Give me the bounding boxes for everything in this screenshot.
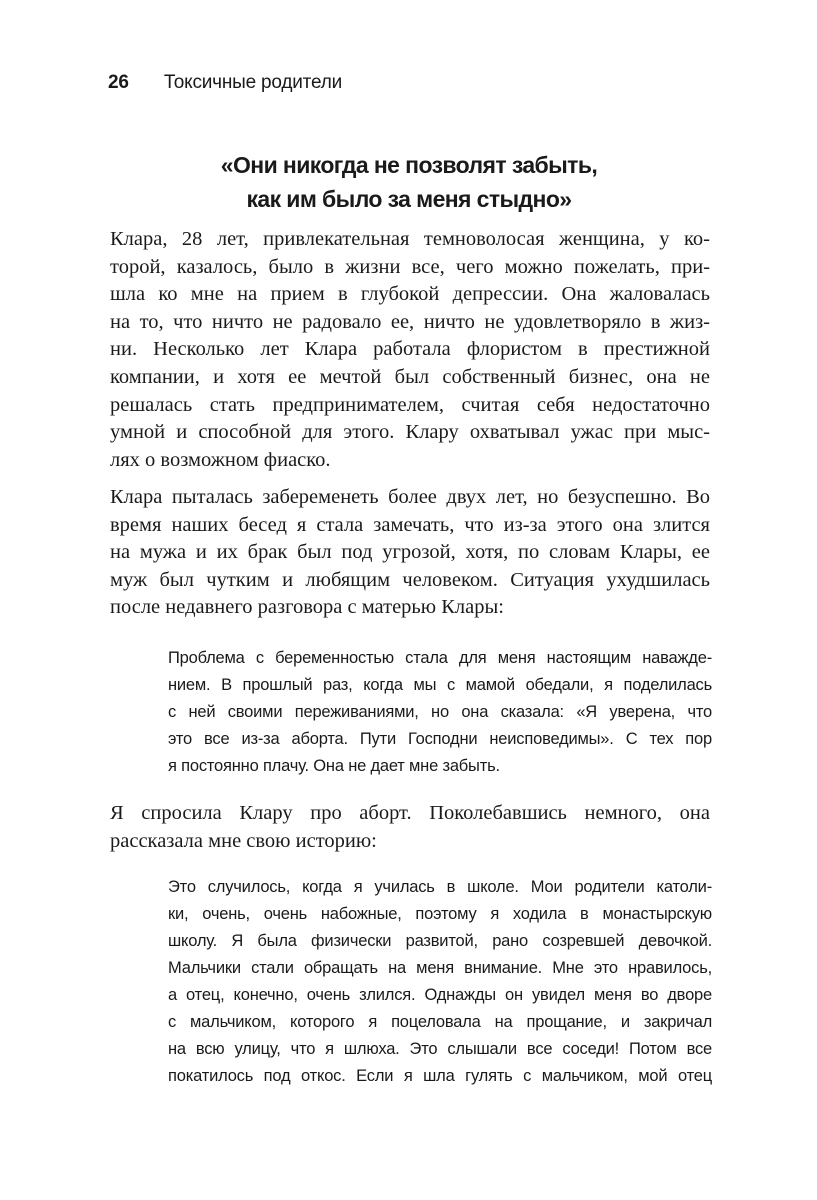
- quote-line: нием. В прошлый раз, когда мы с мамой обедали, я поделилась: [168, 676, 712, 694]
- text-line: лях о возможном фиаско.: [110, 448, 331, 471]
- quote-2: [168, 874, 712, 1090]
- quote-line: Это случилось, когда я училась в школе. Мои родители католи-: [168, 878, 712, 896]
- quote-line: а отец, конечно, очень злился. Однажды он увидел меня во дворе: [168, 986, 712, 1004]
- text-line: Я спросила Клару про аборт. Поколебавшись немного, она: [110, 802, 710, 824]
- quote-line: с ней своими переживаниями, но она сказала: «Я уверена, что: [168, 703, 712, 721]
- text-line: Клара пыталась забеременеть более двух лет, но безуспешно. Во: [110, 486, 710, 508]
- text-line: муж был чутким и любящим человеком. Ситуация ухудшилась: [110, 568, 710, 591]
- heading-line: «Они никогда не позволят забыть,: [220, 152, 598, 178]
- text-line: шла ко мне на прием в глубокой депрессии. Она жаловалась: [110, 283, 710, 306]
- quote-line: Мальчики стали обращать на меня внимание. Мне это нравилось,: [168, 959, 712, 977]
- quote-line: ки, очень, очень набожные, поэтому я ходила в монастырскую: [168, 905, 712, 923]
- quote-1: [168, 645, 712, 780]
- page-number: 26: [108, 72, 129, 93]
- section-heading: [110, 148, 708, 216]
- text-line: рассказала мне свою историю:: [110, 829, 377, 852]
- text-line: умной и способной для этого. Клару охватывал ужас при мыс-: [110, 421, 710, 444]
- text-line: торой, казалось, было в жизни все, чего можно пожелать, при-: [110, 255, 710, 278]
- text-line: компании, и хотя ее мечтой был собственный бизнес, она не: [110, 365, 710, 388]
- text-line: решалась стать предпринимателем, считая себя недостаточно: [110, 393, 710, 416]
- quote-line: я постоянно плачу. Она не дает мне забыть.: [168, 757, 500, 775]
- text-line: время наших бесед я стала замечать, что из-за этого она злится: [110, 513, 710, 536]
- text-line: после недавнего разговора с матерью Клары:: [110, 596, 504, 619]
- quote-line: Проблема с беременностью стала для меня настоящим наважде-: [168, 649, 712, 667]
- quote-line: школу. Я была физически развитой, рано созревшей девочкой.: [168, 932, 712, 950]
- quote-line: покатилось под откос. Если я шла гулять с мальчиком, мой отец: [168, 1067, 712, 1085]
- running-header: [108, 72, 342, 94]
- paragraph-3: [110, 800, 710, 855]
- running-title: Токсичные родители: [163, 72, 342, 93]
- text-line: на мужа и их брак был под угрозой, хотя, по словам Клары, ее: [110, 541, 710, 564]
- quote-line: это все из-за аборта. Пути Господни неисповедимы». С тех пор: [168, 730, 712, 748]
- quote-line: на всю улицу, что я шлюха. Это слышали все соседи! Потом все: [168, 1040, 712, 1058]
- text-line: Клара, 28 лет, привлекательная темноволосая женщина, у ко-: [110, 228, 710, 250]
- paragraph-1: [110, 226, 710, 474]
- paragraph-2: [110, 484, 710, 622]
- text-line: ни. Несколько лет Клара работала флористом в престижной: [110, 338, 710, 361]
- text-line: на то, что ничто не радовало ее, ничто не удовлетворяло в жиз-: [110, 310, 710, 333]
- heading-line: как им было за меня стыдно»: [246, 186, 572, 212]
- quote-line: с мальчиком, которого я поцеловала на прощание, и закричал: [168, 1013, 712, 1031]
